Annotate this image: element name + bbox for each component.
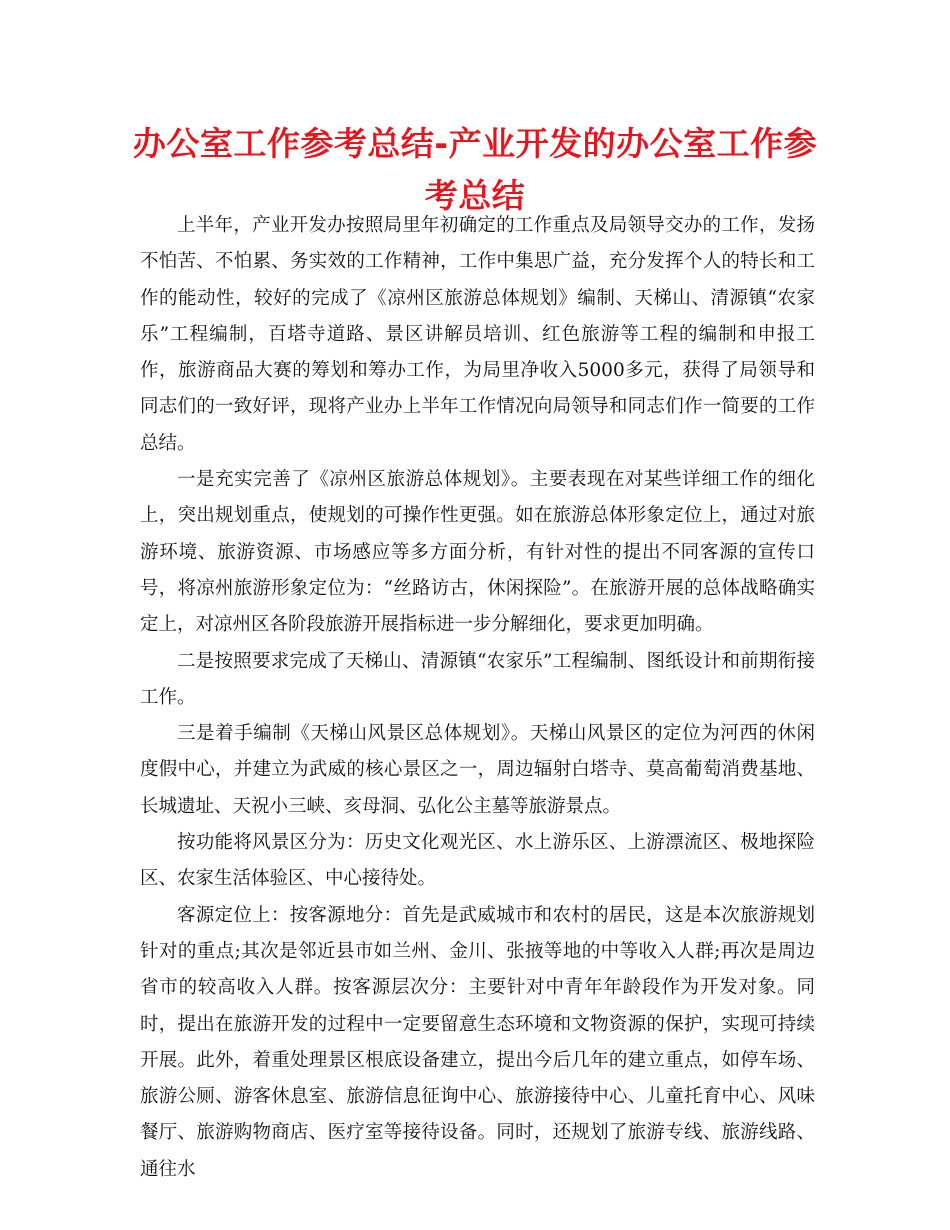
paragraph-point-one: 一是充实完善了《凉州区旅游总体规划》。主要表现在对某些详细工作的细化上，突出规划重点，使规划的可操作性更强。如在旅游总体形象定位上，通过对旅游环境、旅游资源、市场感应等多方面分析，有针对性的提出不同客源的宣传口号，将凉州旅游形象定位为：“丝路访古，休闲探险”。在旅游开展的总体战略确实定上，对凉州区各阶段旅游开展指标进一步分解细化，要求更加明确。 xyxy=(140,469,815,636)
document-body xyxy=(140,208,815,1188)
paragraph-point-two: 二是按照要求完成了天梯山、清源镇“农家乐”工程编制、图纸设计和前期衔接工作。 xyxy=(140,650,815,708)
paragraph-point-three: 三是着手编制《天梯山风景区总体规划》。天梯山风景区的定位为河西的休闲度假中心，并建立为武威的核心景区之一，周边辐射白塔寺、莫高葡萄消费基地、长城遗址、天祝小三峡、亥母洞、弘化公主墓等旅游景点。 xyxy=(140,723,815,817)
paragraph-intro: 上半年，产业开发办按照局里年初确定的工作重点及局领导交办的工作，发扬不怕苦、不怕累、务实效的工作精神，工作中集思广益，充分发挥个人的特长和工作的能动性，较好的完成了《凉州区旅游总体规划》编制、天梯山、清源镇“农家乐”工程编制，百塔寺道路、景区讲解员培训、红色旅游等工程的编制和申报工作，旅游商品大赛的筹划和筹办工作，为局里净收入5000多元，获得了局领导和同志们的一致好评，现将产业办上半年工作情况向局领导和同志们作一简要的工作总结。 xyxy=(140,215,815,454)
paragraph-functional-zones: 按功能将风景区分为：历史文化观光区、水上游乐区、上游漂流区、极地探险区、农家生活体验区、中心接待处。 xyxy=(140,832,815,890)
paragraph-visitor-positioning: 客源定位上：按客源地分：首先是武威城市和农村的居民，这是本次旅游规划针对的重点;其次是邻近县市如兰州、金川、张掖等地的中等收入人群;再次是周边省市的较高收入人群。按客源层次分：主要针对中青年年龄段作为开发对象。同时，提出在旅游开发的过程中一定要留意生态环境和文物资源的保护，实现可持续开展。此外，着重处理景区根底设备建立，提出今后几年的建立重点，如停车场、旅游公厕、游客休息室、旅游信息征询中心、旅游接待中心、儿童托育中心、风味餐厅、旅游购物商店、医疗室等接待设备。同时，还规划了旅游专线、旅游线路、通往水 xyxy=(140,904,815,1180)
document-title: 办公室工作参考总结-产业开发的办公室工作参考总结 xyxy=(132,124,818,215)
